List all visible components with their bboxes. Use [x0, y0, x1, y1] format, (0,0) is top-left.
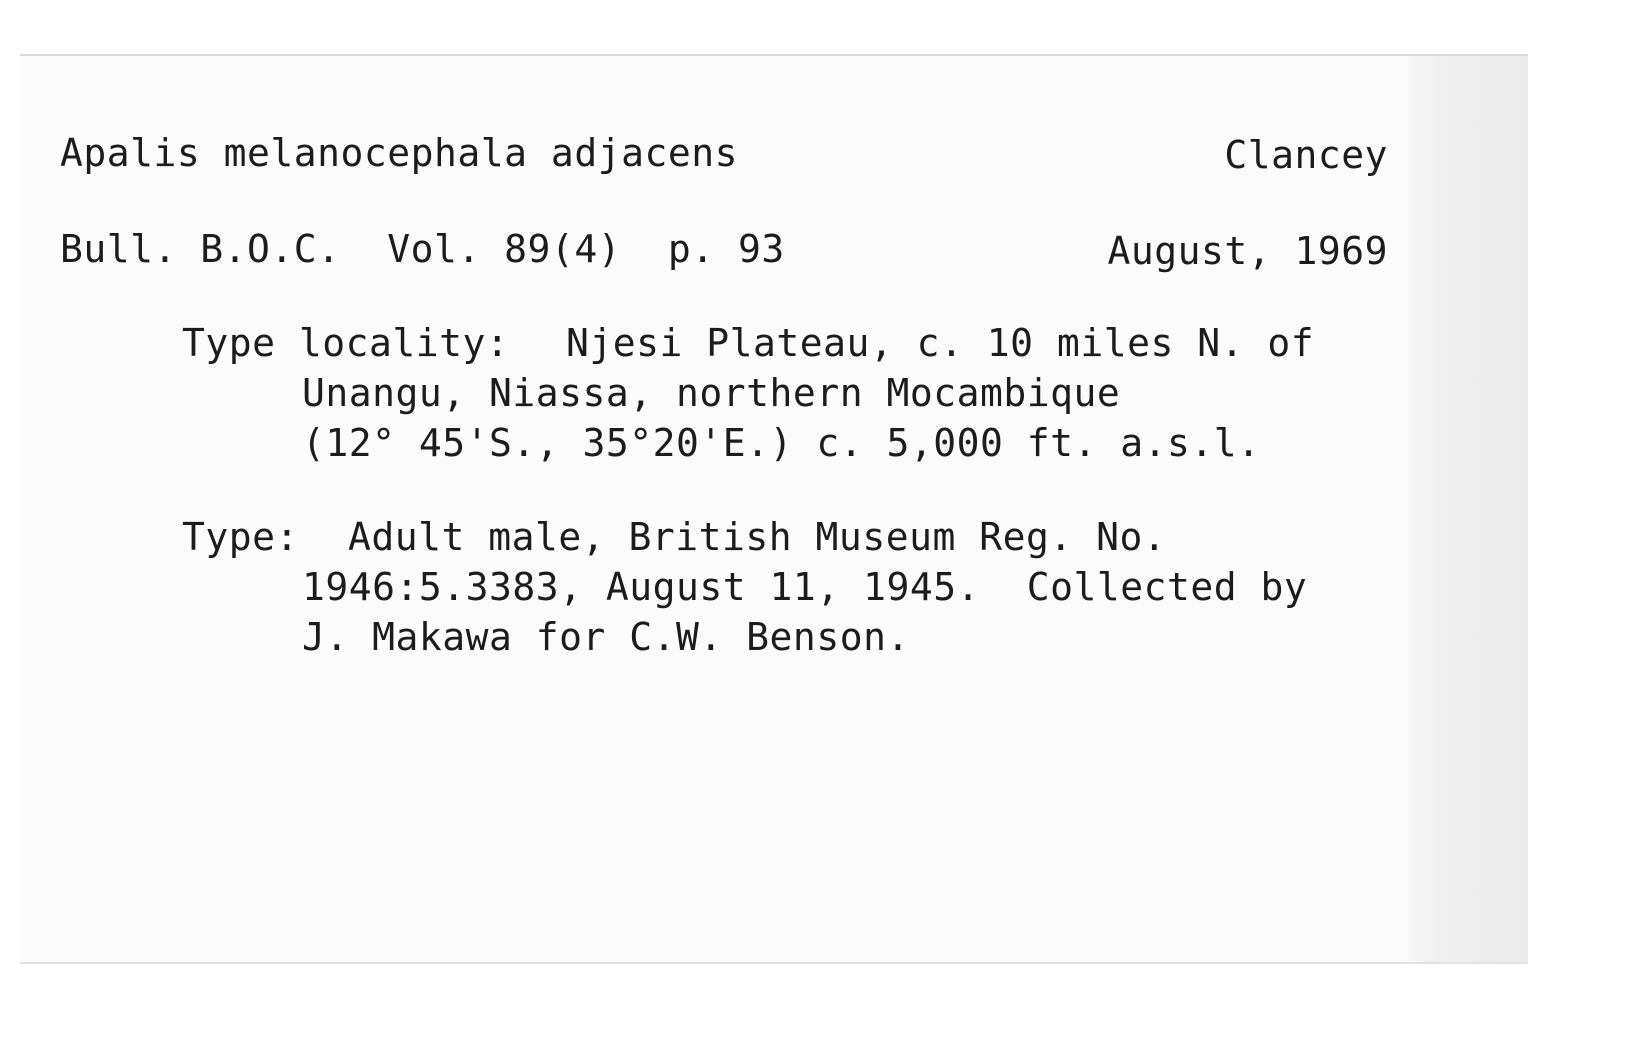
type-locality-label: Type locality: [182, 321, 510, 365]
citation: Bull. B.O.C. Vol. 89(4) p. 93 [60, 227, 785, 271]
type-line-1: Adult male, British Museum Reg. No. [348, 515, 1167, 559]
author-name: Clancey [1224, 133, 1388, 177]
type-locality-line-2: Unangu, Niassa, northern Mocambique [302, 371, 1121, 415]
card-shadow-edge [1400, 56, 1528, 962]
taxon-name: Apalis melanocephala adjacens [60, 131, 738, 175]
specimen-card [20, 54, 1528, 964]
publication-date: August, 1969 [1107, 229, 1388, 273]
type-label: Type: [182, 515, 299, 559]
type-locality-line-3: (12° 45'S., 35°20'E.) c. 5,000 ft. a.s.l. [302, 421, 1261, 465]
type-line-3: J. Makawa for C.W. Benson. [302, 615, 910, 659]
type-locality-line-1: Njesi Plateau, c. 10 miles N. of [566, 321, 1315, 365]
type-line-2: 1946:5.3383, August 11, 1945. Collected by [302, 565, 1308, 609]
